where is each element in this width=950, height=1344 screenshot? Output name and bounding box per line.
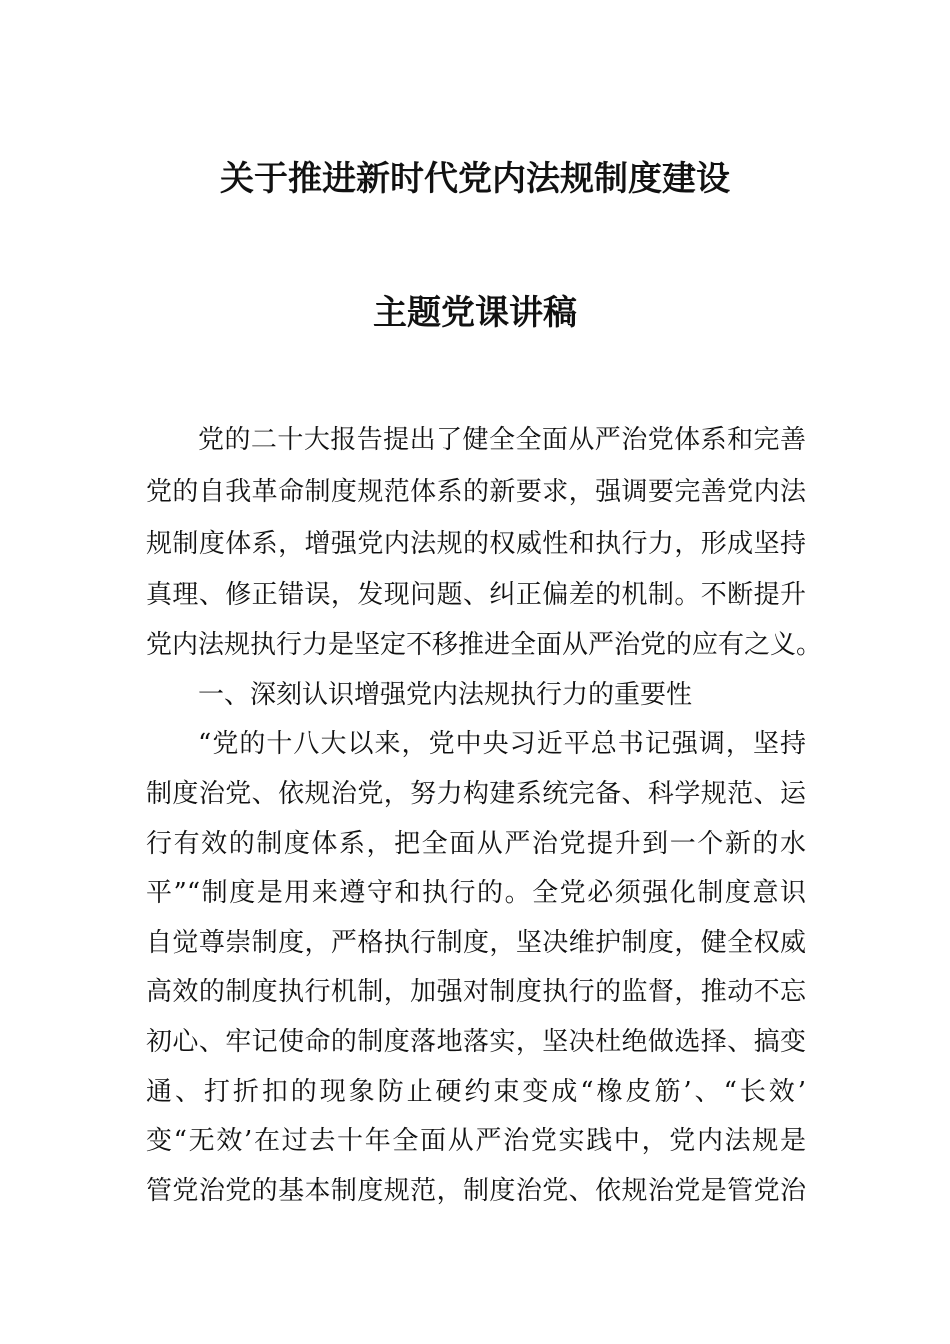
body-line: 通、打折扣的现象防止硬约束变成“橡皮筋’、“长效’ (146, 1077, 806, 1107)
body-line: 真理、修正错误，发现问题、纠正偏差的机制。不断提升 (146, 580, 806, 610)
body-line: 管党治党的基本制度规范，制度治党、依规治党是管党治 (146, 1176, 806, 1206)
body-line: 党的自我革命制度规范体系的新要求，强调要完善党内法 (146, 477, 806, 507)
body-line: 平”“制度是用来遵守和执行的。全党必须强化制度意识 (146, 878, 806, 908)
body-line: “党的十八大以来，党中央习近平总书记强调，坚持 (198, 729, 806, 759)
body-line: 变“无效’在过去十年全面从严治党实践中，党内法规是 (146, 1126, 806, 1156)
body-line: 规制度体系，增强党内法规的权威性和执行力，形成坚持 (146, 529, 806, 559)
body-line: 党的二十大报告提出了健全全面从严治党体系和完善 (198, 425, 806, 455)
body-line: 制度治党、依规治党，努力构建系统完备、科学规范、运 (146, 779, 806, 809)
body-line: 初心、牢记使命的制度落地落实，坚决杜绝做选择、搞变 (146, 1027, 806, 1057)
document-title-line-2: 主题党课讲稿 (373, 293, 577, 333)
body-line: 行有效的制度体系，把全面从严治党提升到一个新的水 (146, 829, 806, 859)
body-line: 党内法规执行力是坚定不移推进全面从严治党的应有之义。 (146, 630, 823, 660)
section-heading: 一、深刻认识增强党内法规执行力的重要性 (198, 680, 693, 710)
body-line: 自觉尊崇制度，严格执行制度，坚决维护制度，健全权威 (146, 928, 806, 958)
document-title-line-1: 关于推进新时代党内法规制度建设 (220, 159, 730, 199)
body-line: 高效的制度执行机制，加强对制度执行的监督，推动不忘 (146, 977, 806, 1007)
